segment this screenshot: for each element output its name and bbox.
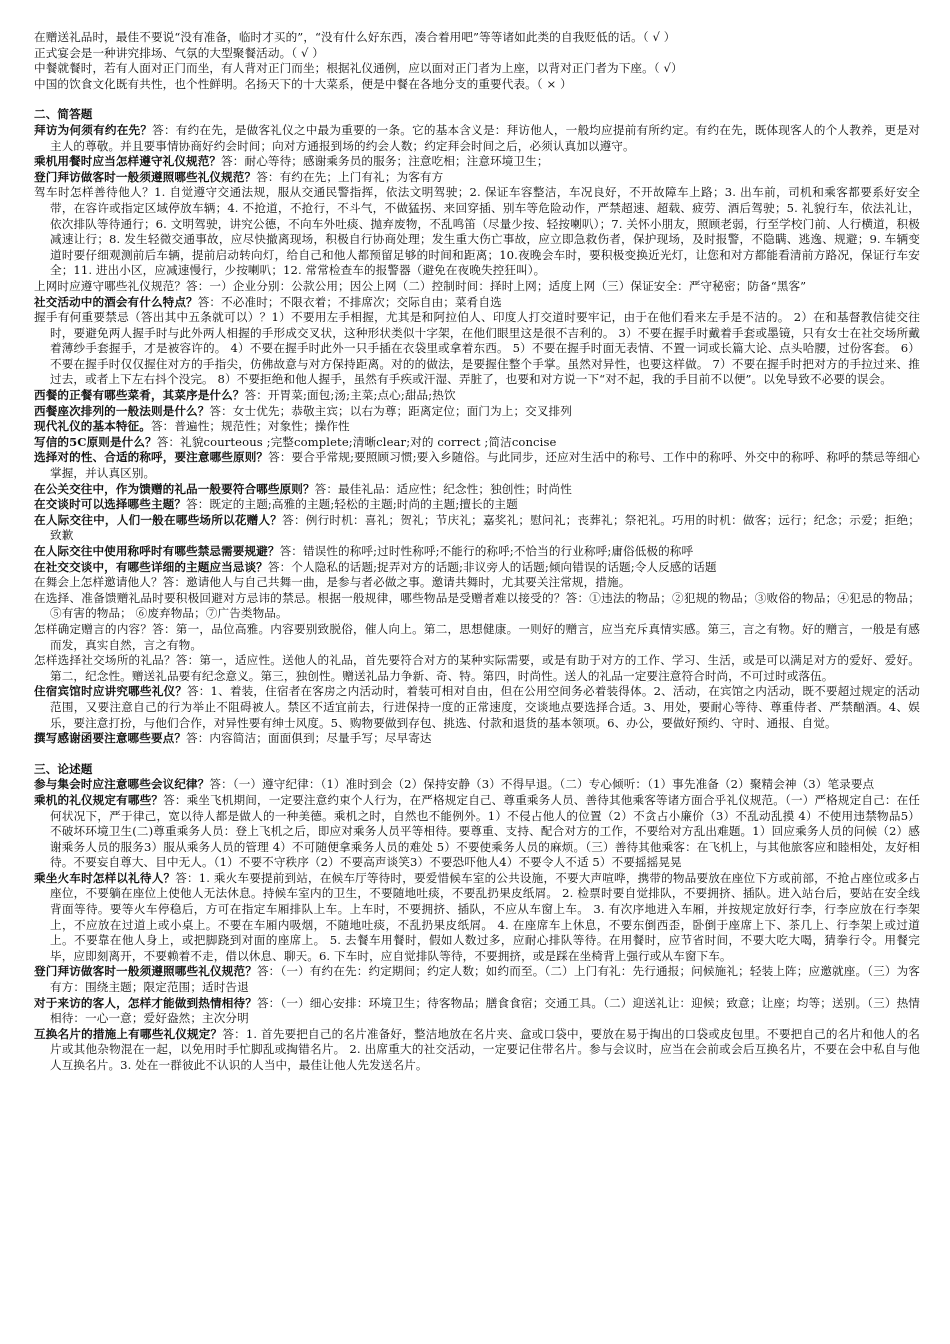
question-text: 撰写感谢函要注意哪些要点？ [34,731,187,746]
qa-item [34,123,920,154]
true-false-item: 中餐就餐时，若有人面对正门而坐，有人背对正门而坐；根据礼仪通例，应以面对正门者为上座，以背对正门者为下座。（ √） [34,61,683,76]
essay-list [34,777,920,1073]
qa-item [34,560,920,576]
answer-text: 答：不必准时；不限衣着；不排席次；交际自由；菜肴自选 [197,294,502,309]
question-text: 乘坐火车时怎样以礼待人？ [34,870,176,885]
qa-item [34,482,920,498]
answer-text: 答：错误性的称呼;过时性称呼;不能行的称呼;不恰当的行业称呼;庸俗低极的称呼 [279,544,694,558]
question-text: 驾车时怎样善待他人？ [34,185,155,200]
question-text: 上网时应遵守哪些礼仪规范？ [34,278,187,293]
qa-item [34,310,920,388]
question-text: 在公关交往中，作为馈赠的礼品一般要符合哪些原则？ [34,481,315,496]
short-answer-list [34,123,920,747]
qa-item [34,622,920,653]
answer-text: 答：（一）细心安排：环境卫生；待客物品；膳食食宿；交通工具。（二）迎送礼让：迎候；致意；让座；均等；送别。（三）热情相待：一心一意；爱好盎然；主次分明 [50,995,921,1026]
answer-text: 1）不要用左手相握，尤其是和阿拉伯人、印度人打交道时要牢记，由于在他们看来左手是不洁的。 2）在和基督教信徒交往时，要避免两人握手时与此外两人相握的手形成交叉状，这种形状类似十字架，在他们眼里这是很不吉利的。 3）不要在握手时戴着手套或墨镜，只有女士在社交场所戴着薄纱手套握手，才是被容许的。 4）不要在握手时此外一只手插在衣袋里或拿着东西。 5）不要在握手时面无表情、不置一词或长篇大论、点头哈腰，过份客套。 6）不要在握手时仅仅握住对方的手指尖，仿佛故意与对方保持距离。对的的做法，是要握住整个手掌。虽然对异性，也要这样做。 7）不要在握手时把对方的手拉过来、推过去，或者上下左右抖个没完。 8）不要拒绝和他人握手，虽然有手疾或汗湿、弄脏了，也要和对方说一下“对不起，我的手目前不以便”。以免导致不必要的误会。 [50,310,920,387]
qa-item [34,1027,920,1074]
answer-text: 答：1、着装，住宿者在客房之内活动时，着装可相对自由，但在公用空间务必着装得体。2、活动，在宾馆之内活动，既不要超过规定的活动范围，又要注意自己的行为举止不阻碍被人。禁区不适宜前去，行进保持一度的正常速度，交谈地点要选择合适。3、用处，要耐心等待、尊重侍者、严禁酗酒。4、娱乐，要注意打扮，与他们合作，对异性要有绅士风度。5、购物要做到存包、挑选、付款和退货的基本领项。6、办公，要做好预约、守时、通报、自觉。 [50,684,920,730]
qa-item [34,777,920,793]
answer-text: 答：个人隐私的话题;捉弄对方的话题;非议旁人的话题;倾向错误的话题;令人反感的话题 [267,559,717,574]
question-text: 西餐的正餐有哪些菜肴，其菜序是什么？ [34,388,245,403]
spacer [34,92,920,107]
true-false-item: 正式宴会是一种讲究排场、气氛的大型聚餐活动。（ √ ） [34,45,324,60]
qa-item [34,279,920,295]
answer-text: 答：乘坐飞机期间，一定要注意约束个人行为，在严格规定自己、尊重乘务人员、善待其他乘客等诸方面合乎礼仪规范。（一）严格规定自己：在任何状况下，严于律己，宽以待人都是做人的一种美德。乘机之时，自然也不能例外。1）不侵占他人的位置（2）不贪占小廉价（3）不乱动乱摸 4）不使用违禁物品5）不破坏环境卫生(二)尊重乘务人员：登上飞机之后，即应对乘务人员平等相待。要尊重、支持、配合对方的工作，不要给对方乱出难题。1）回应乘务人员的问候（2）感谢乘务人员的服务3）服从乘务人员的管理 4）不可随便拿乘务人员的难处 5）不要使乘务人员的麻烦。（三）善待其他乘客：在飞机上，与其他旅客应和睦相处，友好相待。不要妄自尊大、目中无人。（1）不要不守秩序（2）不要高声谈笑3）不要恐吓他人4）不要令人不适 5）不要摇摇晃晃 [50,792,920,870]
qa-item [34,185,920,279]
question-text: 在人际交往中使用称呼时有哪些禁忌需要规避？ [34,544,280,558]
answer-text: 答：有约在先，是做客礼仪之中最为重要的一条。它的基本含义是：拜访他人，一般均应提前有所约定。有约在先，既体现客人的个人教养，更是对主人的尊敬。并且要事情协商好约会时间；向对方通报到场的约会人数；约定拜会时间之后，必须认真加以遵守。 [50,122,920,153]
qa-item [34,591,920,622]
qa-item [34,544,920,560]
answer-text: 答：第一，品位高雅。内容要别致脱俗，催人向上。第二，思想健康。一则好的赠言，应当充斥真情实感。第三，言之有物。好的赠言，一般是有感而发，真实自然，言之有物。 [50,621,920,652]
answer-text: 答：一）企业分别：公款公用；因公上网（二）控制时间：择时上网；适度上网（三）保证安全：严守秘密；防备“黑客” [186,278,807,293]
qa-item [34,653,920,684]
qa-item [34,684,920,731]
true-false-section [34,30,920,92]
section-heading-short-answer: 二、简答题 [34,107,93,122]
qa-item [34,513,920,544]
spacer [34,747,920,762]
qa-item [34,388,920,404]
qa-item [34,295,920,311]
answer-text: 答：普遍性；规范性；对象性；操作性 [150,419,350,434]
qa-item [34,170,920,186]
section-heading-essay: 三、论述题 [34,761,93,776]
question-text: 在舞会上怎样邀请他人？ [34,575,163,590]
question-text: 互换名片的措施上有哪些礼仪规定？ [34,1026,223,1041]
true-false-item: 中国的饮食文化既有共性，也个性鲜明。名扬天下的十大菜系，便是中餐在各地分支的重要代表。（ × ） [34,76,572,91]
question-text: 在选择、准备馈赠礼品时要积极回避对方忌讳的禁忌。根据一般规律，哪些物品是受赠者难以接受的？ [34,590,566,605]
qa-item [34,450,920,481]
qa-item [34,996,920,1027]
answer-text: 答：（一）有约在先：约定期间；约定人数；如约而至。（二）上门有礼：先行通报；问候施礼；轻装上阵；应邀就座。（三）为客有方：围绕主题；限定范围；适时告退 [50,964,921,995]
true-false-item: 在赠送礼品时，最佳不要说“没有准备，临时才买的”，“没有什么好东西，凑合着用吧”等等诸如此类的自我贬低的话。（ √ ） [34,30,676,44]
answer-text: 1. 自觉遵守交通法规，服从交通民警指挥，依法文明驾驶；2. 保证车容整洁，车况良好，不开故障车上路；3. 出车前，司机和乘客都要系好安全带，在容许或指定区域停放车辆；4. 不抢道，不抢行，不斗气，不做猛拐、来回穿插、别车等危险动作，严禁超速、超载、疲劳、酒后驾驶；5. 礼貌行车，依法礼让，依次排队等待通行；6. 文明驾驶，讲究公德，不向车外吐痰、抛弃废物，不乱鸣笛（尽量少按、轻按喇叭）；7. 关怀小朋友，照顾老弱，行至学校门前、人行横道，积极减速让行；8. 发生轻微交通事故，应尽快撤离现场，积极自行协商处理；发生重大伤亡事故，应立即急救伤者，保护现场，及时报警，不隐瞒、逃逸、规避；9. 车辆变道时要仔细观测前后车辆，提前启动转向灯，给自己和他人都预留足够的时间和距离；10.夜晚会车时，要积极变换近光灯，让您和对方都能看清前方路况，保证行车安全；11. 进出小区，应减速慢行，少按喇叭；12. 常常检查车的报警器（避免在夜晚失控狂叫）。 [50,185,920,278]
qa-item [34,497,920,513]
answer-text: 答：1. 首先要把自己的名片准备好，整洁地放在名片夹、盒或口袋中，要放在易于掏出的口袋或皮包里。不要把自己的名片和他人的名片或其他杂物混在一起，以免用时手忙脚乱或掏错名片。 2. 出席重大的社交活动，一定要记住带名片。参与会议时，应当在会前或会后互换名片，不要在会中私自与他人互换名片。3. 处在一群彼此不认识的人当中，最佳让他人先发送名片。 [50,1026,920,1072]
qa-item [34,575,920,591]
qa-item [34,419,920,435]
answer-text: 答：耐心等待；感谢乘务员的服务；注意吃相；注意环境卫生； [221,154,549,169]
question-text: 乘机用餐时应当怎样遵守礼仪规范？ [34,154,222,169]
question-text: 社交活动中的酒会有什么特点？ [34,294,198,309]
question-text: 在人际交往中，人们一般在哪些场所以花赠人？ [34,512,283,527]
answer-text: 答：女士优先；恭敬主宾；以右为尊；距离定位；面门为上；交叉排列 [209,403,572,418]
question-text: 对于来访的客人，怎样才能做到热情相待？ [34,995,257,1010]
question-text: 在交谈时可以选择哪些主题？ [34,497,187,512]
question-text: 现代礼仪的基本特征。 [34,419,151,434]
answer-text: 答：（一）遵守纪律：（1）准时到会（2）保持安静（3）不得早退。（二）专心倾听：（1）事先准备（2）聚精会神（3）笔录要点 [209,777,875,792]
qa-item [34,435,920,451]
answer-text: 答：既定的主题;高雅的主题;轻松的主题;时尚的主题;擅长的主题 [186,497,518,512]
qa-item [34,731,920,747]
question-text: 登门拜访做客时一般须遵照哪些礼仪规范？ [34,964,257,979]
answer-text: 答：1. 乘火车要提前到站，在候车厅等待时，要爱惜候车室的公共设施，不要大声喧哗，携带的物品要放在座位下方或前部，不抢占座位或多占座位，不要躺在座位上使他人无法休息。持候车室内的卫生，不要随地吐痰，不要乱扔果皮纸屑。 2. 检票时要自觉排队，不要拥挤、插队。进入站台后，要站在安全线背面等待。要等火车停稳后，方可在指定车厢排队上车。上车时，不要拥挤、插队，不应从车窗上车。 3. 有次序地进入车厢，并按规定放好行李，行李应放在行李架上，不应放在过道上或小桌上。不要在车厢内吸烟，不随地吐痰，不乱扔果皮纸屑。 4. 在座席车上休息，不要东倒西歪，卧倒于座席上下、茶几上、行李架上或过道上。不要靠在他人身上，或把脚跷到对面的座席上。 5. 去餐车用餐时，假如人数过多，应耐心排队等待。在用餐时，应节省时间，不要大吃大喝，猜拳行令。用餐完毕，应即刻离开，不要赖着不走，借以休息、聊天。6. 下车时，应自觉排队等待，不要拥挤，或是踩在坐椅背上强行或从车窗下车。 [50,870,920,963]
qa-item [34,793,920,871]
qa-item [34,871,920,965]
question-text: 西餐座次排列的一般法则是什么？ [34,403,210,418]
question-text: 怎样确定赠言的内容？ [34,621,153,636]
question-text: 参与集会时应注意哪些会议纪律？ [34,777,210,792]
answer-text: 答：例行时机：喜礼；贺礼；节庆礼；嘉奖礼；慰问礼；丧葬礼；祭祀礼。巧用的时机：做客；远行；纪念；示爱；拒绝；致歉 [50,512,921,543]
answer-text: 答：要合乎常规;要照顾习惯;要入乡随俗。与此同步，还应对生活中的称号、工作中的称呼、外交中的称呼、称呼的禁忌等细心掌握，并认真区别。 [50,450,920,481]
question-text: 乘机的礼仪规定有哪些？ [34,792,164,807]
answer-text: 答：最佳礼品：适应性；纪念性；独创性；时尚性 [314,481,572,496]
qa-item [34,964,920,995]
qa-item [34,154,920,170]
answer-text: 答：第一，适应性。送他人的礼品，首先要符合对方的某种实际需要，或是有助于对方的工作、学习、生活，或是可以满足对方的爱好、爱好。第二，纪念性。赠送礼品要有纪念意义。第三，独创性。赠送礼品力争新、奇、特。第四，时尚性。送人的礼品一定要注意符合时尚，不可过时或落伍。 [50,653,920,683]
answer-text: 答：有约在先；上门有礼；为客有方 [256,169,444,184]
question-text: 住宿宾馆时应讲究哪些礼仪？ [34,684,188,699]
question-text: 握手有何重要禁忌（答出其中五条就可以）？ [34,310,272,325]
question-text: 写信的5C原则是什么？ [34,434,157,449]
answer-text: 答：①违法的物品；②犯规的物品；③败俗的物品；④犯忌的物品；⑤有害的物品； ⑥废弃物品；⑦广告类物品。 [50,590,920,621]
question-text: 拜访为何须有约在先？ [34,122,153,137]
answer-text: 答：内容简洁；面面俱到；尽量手写；尽早寄达 [186,731,432,746]
question-text: 登门拜访做客时一般须遵照哪些礼仪规范？ [34,169,257,184]
question-text: 选择对的性、合适的称呼，要注意哪些原则？ [34,450,269,465]
qa-item [34,404,920,420]
question-text: 在社交交谈中，有哪些详细的主题应当忌谈？ [34,559,268,574]
answer-text: 答：开胃菜;面包;汤;主菜;点心;甜品;热饮 [244,388,456,403]
question-text: 怎样选择社交场所的礼品？ [34,653,176,668]
answer-text: 答：礼貌courteous ;完整complete;清晰clear;对的 correct ;简洁concise [156,434,557,449]
answer-text: 答：邀请他人与自己共舞一曲，是参与者必做之事。邀请共舞时，尤其要关注常规，措施。 [162,575,631,590]
